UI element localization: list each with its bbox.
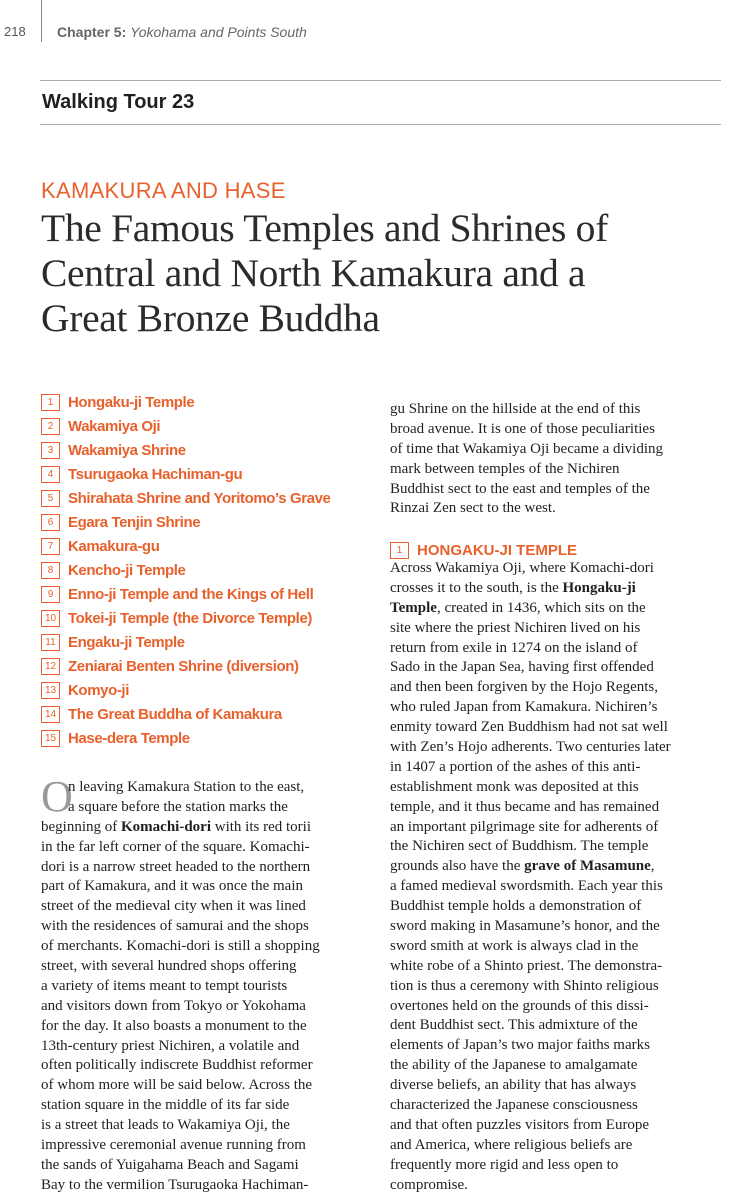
text-line: with Zen’s Hojo adherents. Two centuries later [390, 739, 671, 756]
stop-item [41, 606, 331, 630]
text-line: white robe of a Shinto priest. The demonstra- [390, 957, 663, 974]
text-line: enmity toward Zen Buddhism had not sat well [390, 719, 668, 736]
text-line: Temple, created in 1436, which sits on the [390, 599, 646, 616]
header-divider [41, 0, 42, 42]
section-heading [390, 540, 577, 560]
stop-name: The Great Buddha of Kamakura [68, 705, 282, 723]
stop-number-box: 2 [41, 418, 60, 435]
page-title [41, 206, 731, 341]
text-line: temple, and it thus became and has remained [390, 798, 660, 815]
text-line: and visitors down from Tokyo or Yokohama [41, 997, 306, 1014]
stop-name: Zeniarai Benten Shrine (diversion) [68, 657, 299, 675]
text-line: n leaving Kamakura Station to the east, [68, 779, 305, 795]
continued-text [390, 400, 735, 519]
stop-item [41, 726, 331, 750]
stops-list [41, 390, 331, 750]
text-line: compromise. [390, 1176, 468, 1193]
text-line: a famed medieval swordsmith. Each year this [390, 878, 663, 895]
intro-text [41, 778, 373, 1196]
text-line: broad avenue. It is one of those peculiarities [390, 420, 655, 437]
stop-name: Hase-dera Temple [68, 729, 190, 747]
stop-number-box: 14 [41, 706, 60, 723]
text-line: establishment monk was deposited at this [390, 778, 639, 795]
text-line: site where the priest Nichiren lived on his [390, 619, 641, 636]
stop-name: Hongaku-ji Temple [68, 393, 195, 411]
stop-number-box: 5 [41, 490, 60, 507]
text-line: of whom more will be said below. Across the [41, 1077, 313, 1094]
stop-number-box: 9 [41, 586, 60, 603]
tour-rule [40, 124, 721, 125]
text-line: grounds also have the grave of Masamune, [390, 858, 655, 875]
text-line: Across Wakamiya Oji, where Komachi-dori [390, 560, 654, 576]
text-line: overtones held on the grounds of this dissi- [390, 997, 649, 1014]
stop-item [41, 654, 331, 678]
area-eyebrow: KAMAKURA AND HASE [41, 178, 286, 203]
stop-name: Tokei-ji Temple (the Divorce Temple) [68, 609, 312, 627]
temple-bold: Temple [390, 599, 437, 616]
stop-number-box: 7 [41, 538, 60, 555]
stop-number-box: 15 [41, 730, 60, 747]
stop-item [41, 678, 331, 702]
text-line: often politically indiscrete Buddhist reformer [41, 1057, 313, 1074]
text-line: tion is thus a ceremony with Shinto religious [390, 977, 659, 994]
text-line: 13th-century priest Nichiren, a volatile and [41, 1037, 300, 1054]
text-line: dent Buddhist sect. This admixture of the [390, 1017, 638, 1034]
text-line: mark between temples of the Nichiren [390, 460, 620, 477]
text-line: for the day. It also boasts a monument to the [41, 1017, 307, 1034]
stop-name: Komyo-ji [68, 681, 129, 699]
stop-item [41, 558, 331, 582]
stop-item [41, 414, 331, 438]
text-line: gu Shrine on the hillside at the end of this [390, 401, 641, 417]
text-line: the ability of the Japanese to amalgamate [390, 1057, 638, 1074]
stop-name: Enno-ji Temple and the Kings of Hell [68, 585, 314, 603]
stop-number-box: 12 [41, 658, 60, 675]
stop-name: Kamakura-gu [68, 537, 160, 555]
page-number: 218 [4, 24, 26, 39]
text-line: impressive ceremonial avenue running from [41, 1137, 306, 1154]
text-line: dori is a narrow street headed to the northern [41, 858, 311, 875]
text-line: the sands of Yuigahama Beach and Sagami [41, 1156, 299, 1173]
text-line: the Nichiren sect of Buddhism. The temple [390, 838, 649, 855]
text-line: and that often puzzles visitors from Europe [390, 1116, 650, 1133]
text-line: Sado in the Japan Sea, having first offended [390, 659, 654, 676]
stop-number-box: 4 [41, 466, 60, 483]
text-line: an important pilgrimage site for adherents of [390, 818, 659, 835]
stop-name: Kencho-ji Temple [68, 561, 186, 579]
stop-name: Tsurugaoka Hachiman-gu [68, 465, 243, 483]
stop-number-box: 6 [41, 514, 60, 531]
text-line: with the residences of samurai and the shops [41, 918, 309, 935]
text-line: return from exile in 1274 on the island of [390, 639, 638, 656]
text-line: frequently more rigid and less open to [390, 1156, 619, 1173]
text-line: part of Kamakura, and it was once the main [41, 878, 303, 895]
section-heading-text: HONGAKU-JI TEMPLE [417, 541, 578, 559]
stop-item [41, 486, 331, 510]
title-line: The Famous Temples and Shrines of [41, 206, 608, 250]
chapter-title: Yokohama and Points South [130, 24, 307, 40]
text-line: of merchants. Komachi-dori is still a shopping [41, 938, 320, 955]
stop-item [41, 534, 331, 558]
stop-item [41, 582, 331, 606]
text-line: crosses it to the south, is the Hongaku-ji [390, 579, 636, 596]
title-line: Great Bronze Buddha [41, 296, 380, 340]
stop-item [41, 390, 331, 414]
text-line: street, with several hundred shops offering [41, 958, 297, 975]
stop-name: Engaku-ji Temple [68, 633, 185, 651]
text-line: who ruled Japan from Kamakura. Nichiren’s [390, 699, 658, 716]
section-body [390, 559, 735, 1196]
stop-number-box: 8 [41, 562, 60, 579]
text-line: of time that Wakamiya Oji became a dividing [390, 440, 664, 457]
stop-item [41, 462, 331, 486]
komachi-dori-bold: Komachi-dori [121, 818, 211, 835]
text-line: elements of Japan’s two major faiths marks [390, 1037, 650, 1054]
text-line: diverse beliefs, an ability that has always [390, 1077, 637, 1094]
stop-name: Wakamiya Shrine [68, 441, 186, 459]
text-line: in 1407 a portion of the ashes of this anti- [390, 758, 641, 775]
stop-name: Wakamiya Oji [68, 417, 161, 435]
text-line: and America, where religious beliefs are [390, 1136, 633, 1153]
running-head [57, 24, 307, 40]
stop-item [41, 630, 331, 654]
stop-number-box: 10 [41, 610, 60, 627]
title-line: Central and North Kamakura and a [41, 251, 586, 295]
text-line: Rinzai Zen sect to the west. [390, 500, 556, 517]
text-line: characterized the Japanese consciousness [390, 1097, 638, 1114]
text-line: Bay to the vermilion Tsurugaoka Hachiman- [41, 1176, 309, 1193]
text-line: sword making in Masamune’s honor, and the [390, 918, 660, 935]
stop-item [41, 702, 331, 726]
stop-item [41, 510, 331, 534]
text-line: a square before the station marks the [68, 798, 288, 815]
text-line: street of the medieval city when it was lined [41, 898, 306, 915]
stop-number-box: 1 [41, 394, 60, 411]
text-line: beginning of Komachi-dori with its red torii [41, 818, 311, 835]
hongaku-ji-bold: Hongaku-ji [562, 579, 636, 596]
text-line: station square in the middle of its far side [41, 1097, 290, 1114]
stop-name: Egara Tenjin Shrine [68, 513, 201, 531]
chapter-label: Chapter 5: [57, 24, 127, 40]
section-number-box: 1 [390, 542, 409, 559]
drop-cap: O [41, 772, 73, 821]
top-rule [40, 80, 721, 81]
text-line: Buddhist sect to the east and temples of the [390, 480, 650, 497]
text-line: Buddhist temple holds a demonstration of [390, 898, 642, 915]
stop-item [41, 438, 331, 462]
stop-number-box: 13 [41, 682, 60, 699]
text-line: a variety of items meant to tempt tourists [41, 977, 288, 994]
text-line: in the far left corner of the square. Komachi- [41, 838, 310, 855]
grave-bold: grave of Masamune [524, 858, 651, 875]
tour-label: Walking Tour 23 [42, 91, 195, 113]
text-line: is a street that leads to Wakamiya Oji, the [41, 1117, 290, 1134]
text-line: sword smith at work is always clad in the [390, 937, 639, 954]
text-line: and then been forgiven by the Hojo Regents, [390, 679, 658, 696]
stop-number-box: 3 [41, 442, 60, 459]
stop-name: Shirahata Shrine and Yoritomo’s Grave [68, 489, 331, 507]
stop-number-box: 11 [41, 634, 60, 651]
